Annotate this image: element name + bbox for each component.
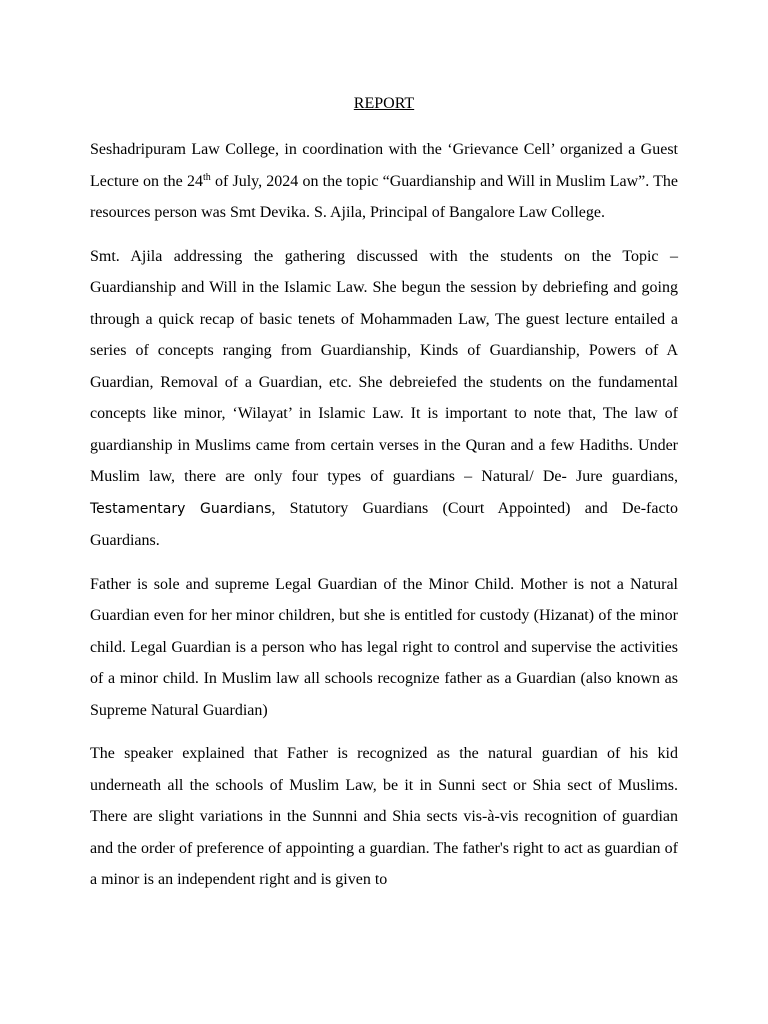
- paragraph-4: The speaker explained that Father is recognized as the natural guardian of his kid underneath all the schools of Muslim Law, be it in Sunni sect or Shia sect of Muslims. There are slight variations in the Sunnni and Shia sects vis-à-vis recognition of guardian and the order of preference of appointing a guardian. The father's right to act as guardian of a minor is an independent right and is given to: [90, 745, 678, 888]
- paragraph-2: [90, 241, 678, 557]
- paragraph-1: [90, 134, 678, 229]
- ordinal-suffix: th: [202, 171, 211, 183]
- paragraph-1-text-b: of July, 2024 on the topic “Guardianship and Will in Muslim Law”. The resources person was Smt Devika. S. Ajila, Principal of Bangalore Law College.: [90, 172, 679, 221]
- report-title: REPORT: [353, 95, 415, 112]
- report-body: [90, 134, 678, 908]
- paragraph-3: Father is sole and supreme Legal Guardian of the Minor Child. Mother is not a Natural Guardian even for her minor children, but she is entitled for custody (Hizanat) of the minor child. Legal Guardian is a person who has legal right to control and supervise the activities of a minor child. In Muslim law all schools recognize father as a Guardian (also known as Supreme Natural Guardian): [90, 575, 678, 719]
- paragraph-2-text-a: Smt. Ajila addressing the gathering discussed with the students on the Topic – Guardianship and Will in the Islamic Law. She begun the session by debriefing and going through a quick recap of basic tenets of Mohammaden Law, The guest lecture entailed a series of concepts ranging from Guardianship, Kinds of Guardianship, Powers of A Guardian, Removal of a Guardian, etc. She debreiefed the students on the fundamental concepts like minor, ‘Wilayat’ in Islamic Law. It is important to note that, The law of guardianship in Muslims came from certain verses in the Quran and a few Hadiths. Under Muslim law, there are only four types of guardians – Natural/ De- Jure guardians,: [90, 247, 678, 485]
- paragraph-2-sans-phrase: Testamentary Guardians: [90, 500, 272, 517]
- paragraph-1-text-a: Seshadripuram Law College, in coordination with the ‘Grievance Cell’ organized a Guest Lecture on the 24: [90, 141, 678, 190]
- paragraph-2-text-b: , Statutory Guardians (Court Appointed) and De-facto Guardians.: [90, 499, 678, 549]
